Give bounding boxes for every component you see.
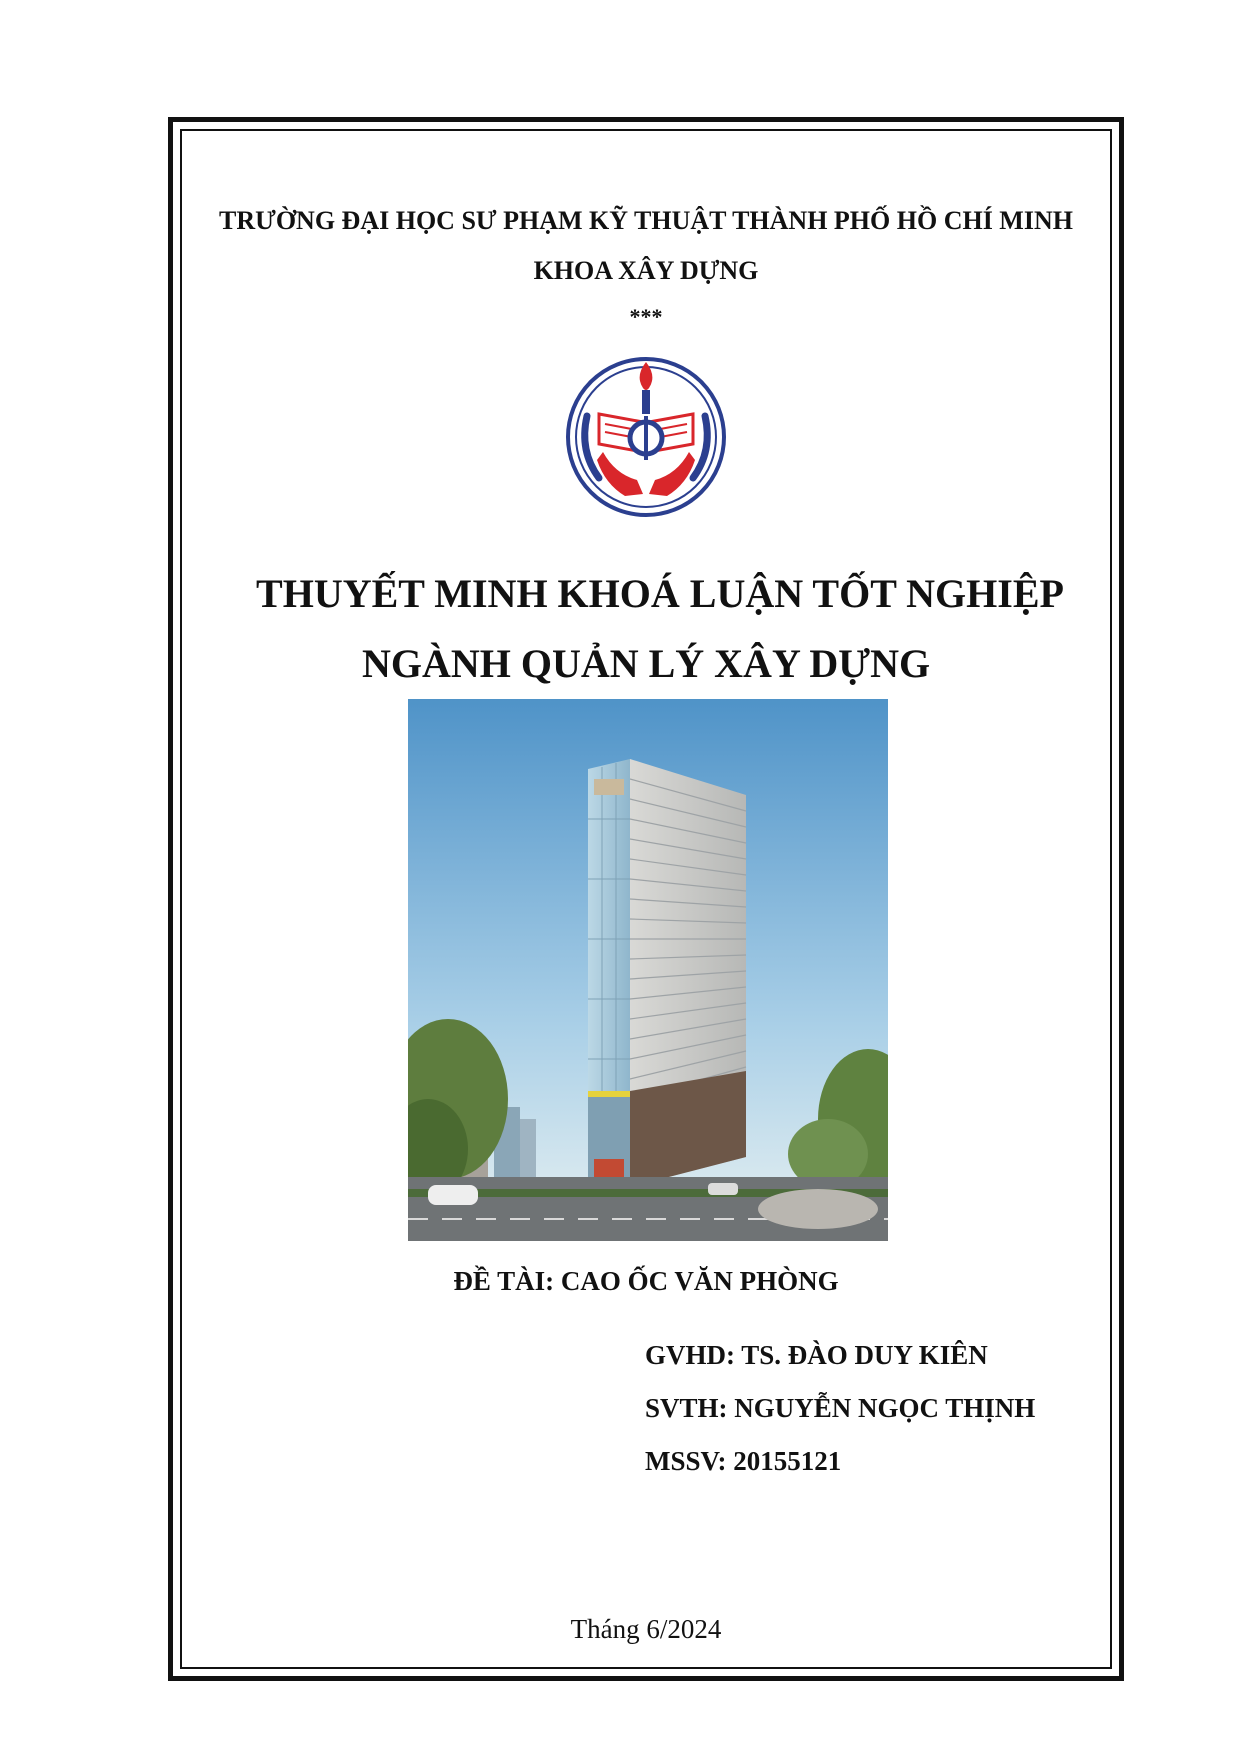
thesis-title-line1: THUYẾT MINH KHOÁ LUẬN TỐT NGHIỆP	[256, 571, 1064, 616]
advisor-info: GVHD: TS. ĐÀO DUY KIÊN	[645, 1340, 988, 1370]
thesis-topic: ĐỀ TÀI: CAO ỐC VĂN PHÒNG	[453, 1266, 839, 1296]
office-tower-photo	[408, 699, 888, 1241]
university-logo	[565, 356, 727, 518]
student-id: MSSV: 20155121	[645, 1446, 842, 1476]
student-name: SVTH: NGUYỄN NGỌC THỊNH	[645, 1393, 1036, 1423]
university-name: TRƯỜNG ĐẠI HỌC SƯ PHẠM KỸ THUẬT THÀNH PHỐ HỒ CHÍ MINH	[219, 206, 1073, 235]
faculty-name: KHOA XÂY DỰNG	[533, 256, 759, 285]
submission-date: Tháng 6/2024	[570, 1614, 722, 1644]
thesis-title-line2: NGÀNH QUẢN LÝ XÂY DỰNG	[361, 641, 931, 686]
separator: ***	[629, 304, 663, 329]
